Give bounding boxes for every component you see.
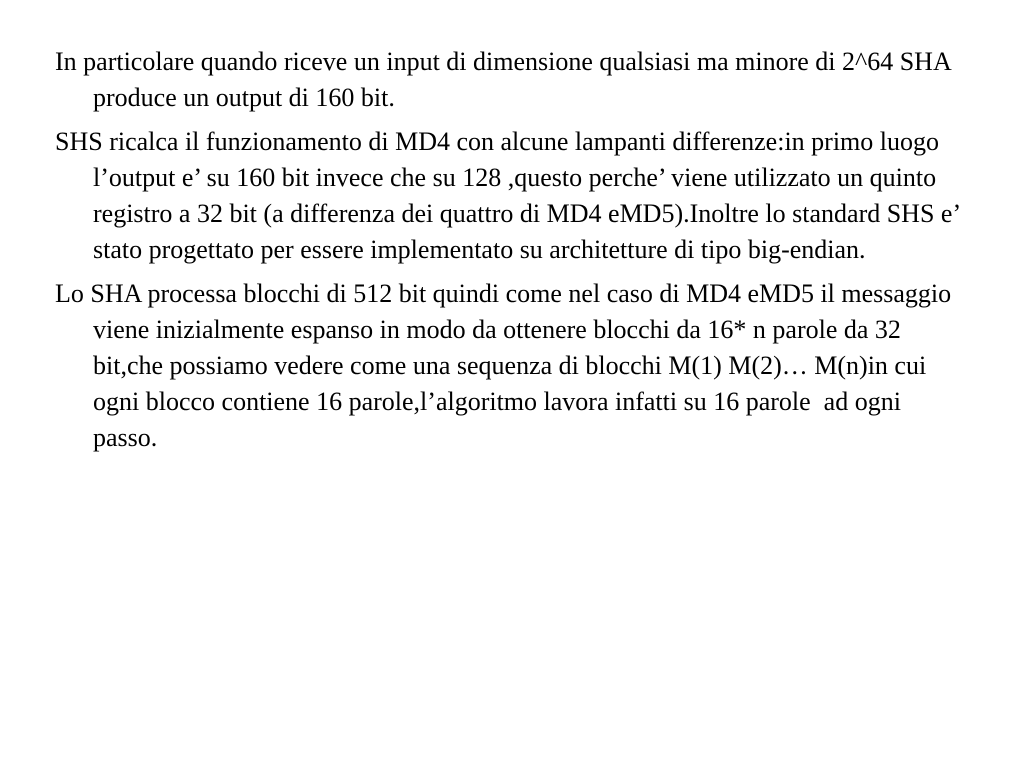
paragraph-sha-output: In particolare quando riceve un input di dimensione qualsiasi ma minore di 2^64 SHA produce un output di 160 bit.: [55, 47, 957, 112]
slide-body: [55, 44, 970, 464]
paragraph-sha-blocks: Lo SHA processa blocchi di 512 bit quindi come nel caso di MD4 eMD5 il messaggio viene inizialmente espanso in modo da ottenere blocchi da 16* n parole da 32 bit,che possiamo vedere come una sequenza di blocchi M(1) M(2)… M(n)in cui ogni blocco contiene 16 parole,l’algoritmo lavora infatti su 16 parole ad ogni passo.: [55, 279, 958, 452]
paragraph-shs-differences: SHS ricalca il funzionamento di MD4 con alcune lampanti differenze:in primo luogo l’output e’ su 160 bit invece che su 128 ,questo perche’ viene utilizzato un quinto registro a 32 bit (a differenza dei quattro di MD4 eMD5).Inoltre lo standard SHS e’ stato progettato per essere implementato su architetture di tipo big-endian.: [55, 127, 966, 264]
